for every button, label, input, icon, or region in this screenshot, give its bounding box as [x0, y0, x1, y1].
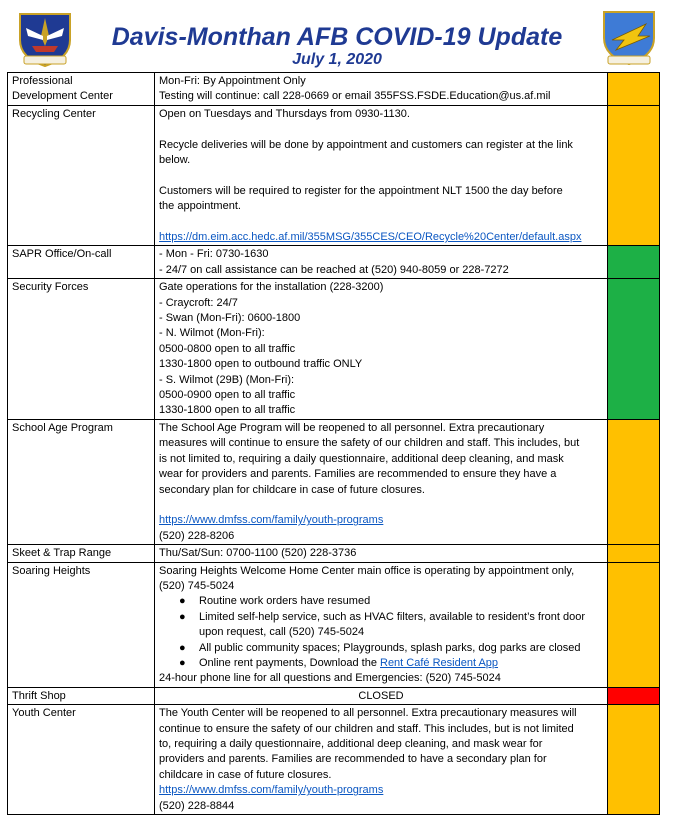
info-line: Gate operations for the installation (228-3200) [159, 281, 384, 294]
info-line: - Craycroft: 24/7 [159, 296, 238, 309]
info-line: 1330-1800 open to outbound traffic ONLY [159, 358, 363, 371]
facility-info [155, 279, 608, 420]
status-indicator-green [608, 246, 660, 279]
table-row [8, 279, 660, 420]
info-line: childcare in case of future closures. [159, 768, 332, 781]
info-line: Testing will continue: call 228-0669 or email 355FSS.FSDE.Education@us.af.mil [159, 90, 551, 103]
status-indicator-red [608, 687, 660, 704]
phone-number: (520) 228-8844 [159, 799, 235, 812]
info-line: Soaring Heights Welcome Home Center main office is operating by appointment only, [159, 564, 575, 577]
info-line: Customers will be required to register for the appointment NLT 1500 the day before [159, 184, 563, 197]
table-row [8, 705, 660, 815]
info-line: - S. Wilmot (29B) (Mon-Fri): [159, 373, 295, 386]
wing-emblem-logo [598, 6, 660, 68]
info-line: the appointment. [159, 200, 241, 213]
youth-programs-link[interactable]: https://www.dmfss.com/family/youth-programs [159, 784, 384, 797]
rent-cafe-app-link[interactable]: Rent Café Resident App [380, 656, 499, 669]
list-item: ● Routine work orders have resumed [199, 594, 603, 609]
bullet-icon: ● [179, 610, 186, 623]
acc-emblem-logo [14, 6, 76, 68]
info-line: secondary plan for childcare in case of future closures. [159, 483, 425, 496]
facility-name: Recycling Center [8, 105, 155, 246]
facility-info: CLOSED [155, 687, 608, 704]
recycle-registration-link[interactable]: https://dm.eim.acc.hedc.af.mil/355MSG/355CES/CEO/Recycle%20Center/default.aspx [159, 231, 582, 244]
facility-name: Skeet & Trap Range [8, 545, 155, 562]
list-item: ● Limited self-help service, such as HVAC filters, available to resident’s front door upon request, call (520) 745-5024 [179, 610, 585, 639]
status-indicator-yellow [608, 419, 660, 544]
table-row [8, 562, 660, 687]
page-header [0, 0, 674, 72]
info-line: - Mon - Fri: 0730-1630 [159, 248, 269, 261]
info-line: Mon-Fri: By Appointment Only [159, 75, 306, 87]
bullet-list [159, 594, 603, 671]
info-line: (520) 745-5024 [159, 579, 235, 592]
info-line: - N. Wilmot (Mon-Fri): [159, 327, 265, 340]
facility-name: Security Forces [8, 279, 155, 420]
facility-name: Youth Center [8, 705, 155, 815]
status-indicator-yellow [608, 73, 660, 106]
info-line: is not limited to, requiring a daily questionnaire, additional deep cleaning, and mask [159, 452, 564, 465]
info-line: - 24/7 on call assistance can be reached at (520) 940-8059 or 228-7272 [159, 263, 509, 276]
facility-info: Thu/Sat/Sun: 0700-1100 (520) 228-3736 [155, 545, 608, 562]
bullet-icon: ● [179, 656, 186, 669]
info-line: below. [159, 154, 191, 167]
status-indicator-green [608, 279, 660, 420]
info-line: 24-hour phone line for all questions and Emergencies: (520) 745-5024 [159, 672, 501, 685]
page-title: Davis-Monthan AFB COVID-19 Update [111, 23, 563, 51]
table-row [8, 246, 660, 279]
facility-info [155, 419, 608, 544]
info-line: providers and parents. Families are recommended to have a secondary plan for [159, 753, 547, 766]
info-line: 1330-1800 open to all traffic [159, 404, 296, 417]
facility-name: SAPR Office/On-call [8, 246, 155, 279]
info-line: to, requiring a daily questionnaire, additional deep cleaning, and mask wear for [159, 738, 543, 750]
facility-name [8, 73, 155, 106]
page-date: July 1, 2020 [292, 51, 382, 68]
info-line: The School Age Program will be reopened to all personnel. Extra precautionary [159, 421, 545, 434]
facility-name-line: Development Center [12, 90, 113, 103]
facility-info [155, 705, 608, 815]
table-row [8, 419, 660, 544]
facility-status-table [7, 72, 660, 815]
bullet-icon: ● [179, 641, 186, 654]
facility-name: Thrift Shop [8, 687, 155, 704]
list-item: ● Online rent payments, Download the Rent Café Resident App [199, 656, 603, 671]
facility-name-line: Professional [12, 75, 73, 87]
info-line: Recycle deliveries will be done by appointment and customers can register at the link [159, 138, 573, 151]
bullet-icon: ● [179, 595, 186, 608]
info-line: 0500-0800 open to all traffic [159, 342, 296, 355]
info-line: - Swan (Mon-Fri): 0600-1800 [159, 312, 301, 325]
status-indicator-yellow [608, 545, 660, 562]
facility-name: School Age Program [8, 419, 155, 544]
status-indicator-yellow [608, 562, 660, 687]
table-row [8, 545, 660, 562]
youth-programs-link[interactable]: https://www.dmfss.com/family/youth-programs [159, 514, 384, 527]
info-line: The Youth Center will be reopened to all personnel. Extra precautionary measures will [159, 707, 577, 720]
info-line: wear for providers and parents. Families are recommended to ensure they have a [159, 468, 557, 481]
info-line: 0500-0900 open to all traffic [159, 389, 296, 402]
status-indicator-yellow [608, 705, 660, 815]
facility-info [155, 562, 608, 687]
table-row [8, 105, 660, 246]
table-row [8, 687, 660, 704]
table-row [8, 73, 660, 106]
info-line: measures will continue to ensure the safety of our children and staff. This includes, but [159, 437, 580, 450]
list-item: ● All public community spaces; Playgrounds, splash parks, dog parks are closed [199, 641, 603, 656]
facility-info [155, 73, 608, 106]
info-line: continue to ensure the safety of our children and staff. This includes, but is not limited [159, 722, 574, 735]
facility-name: Soaring Heights [8, 562, 155, 687]
facility-info [155, 246, 608, 279]
info-line: Open on Tuesdays and Thursdays from 0930-1130. [159, 107, 410, 120]
facility-info [155, 105, 608, 246]
phone-number: (520) 228-8206 [159, 529, 235, 542]
status-indicator-yellow [608, 105, 660, 246]
